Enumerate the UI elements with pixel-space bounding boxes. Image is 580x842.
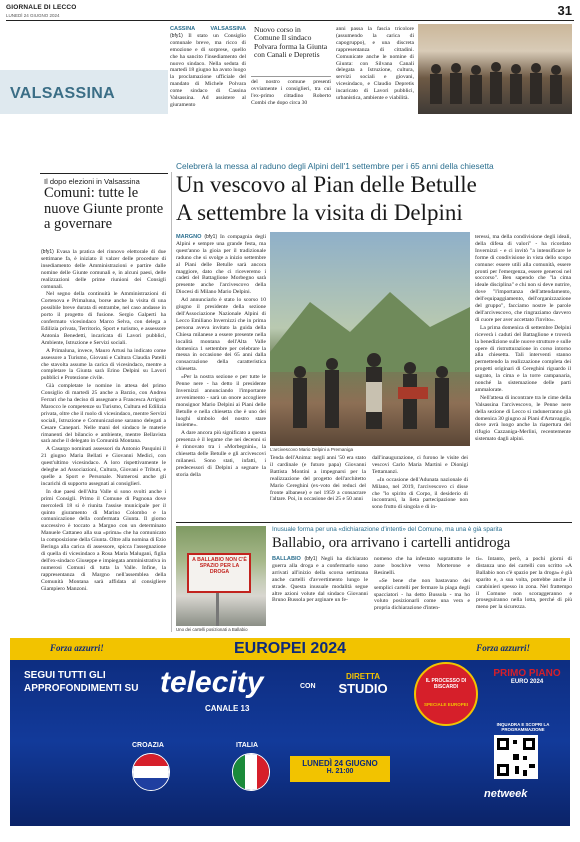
column-divider (171, 172, 172, 632)
page-number: 31 (557, 3, 572, 18)
main-article-col1 (176, 234, 266, 518)
main-article-col1-p4: A dare ancora più significato a questa presenza è il legame che nei decenni si è rinnovato tra i «Morbegnini», la chiesetta delle Betulle e gli arcivescovi milanesi. Sono stati, infatti, i predecessori di Delpini a segnare la storia della (176, 430, 266, 478)
left-article-para-4: Già completate le nomine in attesa del primo Consiglio di martedì 25 anche a Barzio, con Andrea Ferrari che ha deciso di assegnare a Francesca Arrigoni Marocco le competenze su Turismo, Cultura ed Edilizia privata, oltre che il ruolo di vicesindaco, mentre Servizi sociali, Istruzione e Comunicazione saranno delegati a Cesare Canepari. Nelle mani del sindaco le materie rimanenti del bilancio e ambiente, mentre Bellavista sarà anche il delegato in Comunità Montana. (41, 383, 166, 445)
alpini-crowd-illustration (270, 232, 470, 446)
left-article-para-1: Evasa la pratica del rinnovo elettorale di due settimane fa, è iniziato il valzer delle procedure di insediamento delle Amministrazioni e partire dalle nomine delle Giunte comunali e, in alcuni paesi, delle realizzazioni delle prime riunioni dei Consigli comunali. (41, 249, 166, 290)
left-article-headline: Comuni: tutte le nuove Giunte pronte a governare (44, 185, 164, 232)
top-article-col3: anni passa la fascia tricolore (assumendo la carica di capogruppo), e una discreta rappresentanza di cittadini. Comunicate anche le nomine di Giunta: con Silvana Canali delegata a Istruzione, cultura, servizi sociali e giovani, vicesindaco, e Claudio Depretis incaricato di Lavori pubblici, urbanistica, ambiente e viabilità. (336, 26, 414, 102)
ad-title: EUROPEI 2024 (233, 640, 347, 657)
main-article-col4-p3: Nell'attesa di incontrare tra le cime della Valsassina l'arcivescovo, le Penne nere della sezione di Lecco si radunerranno già domenica 30 giugno ai Piani d'Artavaggio, dove avrà luogo anche la riapertura del rifugio Cazzaniga-Merlini, recentemente sistemato dagli alpini. (475, 394, 571, 443)
left-article-body (41, 249, 166, 631)
top-article-text-2: del nostro comune presenti ovviamente i consiglieri, tra cui l'ex-primo cittadino Roberto Combi che dopo circa 30 (251, 79, 331, 106)
match-time: H. 21:00 (326, 768, 354, 775)
team-left-label: CROAZIA (132, 742, 164, 749)
top-article-col2 (251, 24, 331, 114)
croatia-flag-icon (132, 753, 170, 791)
primo-piano-logo (488, 668, 566, 685)
left-article-para-5: A Casargo nominati assessori da Antonio Pasquini il 21 giugno Maria Bellati e Giovanni Medici, con quest'ultimo vicesindaco. A loro rispettivamente le deleghe ad Associazioni, Cultura, Giovani e Tributi, e quelle a Sport e Personale. Numerosi anche gli incarichi di supporto assegnati ai consiglieri. (41, 446, 166, 487)
match-date: LUNEDÌ 24 GIUGNO (302, 759, 378, 768)
main-article-col1-p3: «Per la nostra sezione e per tutte le Penne nere - ha detto il presidente Invernizzi annunciando l'importante avvenimento - sarà un onore accogliere monsignor Mario Delpini ai Piani delle Betulle e nella chiesetta che è uno dei luoghi simbolo del nostro stare insieme». (176, 374, 266, 429)
main-article-col2: Tenda dell'Anima: negli anni '50 era stato il cardinale (e futuro papa) Giovanni Battista Montini a impegnarsi per la realizzazione del progetto dell'architetto Mario Cereghini (ex-voto dei reduci del fronte albanese) e nel 1959 a consacrare l'altare. Poi, in occasione dei 25 e 50 anni (270, 455, 366, 503)
main-article-col3-p1: dall'inaugurazione, ci furono le visite dei vescovi Carlo Maria Martini e Dionigi Tettamanzi. (372, 455, 468, 475)
delpini-photo-caption: L'arcivescovo Mario Delpini a Premaniga (270, 447, 354, 452)
bottom-article-col1 (272, 556, 368, 632)
ballabio-photo-caption: Uno dei cartelli posizionati a Ballabio (176, 627, 248, 632)
bottom-article-headline: Ballabio, ora arrivano i cartelli antidroga (272, 535, 511, 551)
studio-label: STUDIO (338, 681, 388, 696)
team-right-label: ITALIA (236, 742, 259, 749)
telecity-channel: CANALE 13 (205, 704, 250, 713)
main-article-byline: (bfy1) (204, 234, 218, 240)
diretta-studio-logo (328, 672, 398, 702)
bottom-article-col2 (374, 556, 470, 632)
ad-forza-left: Forza azzurri! (50, 643, 104, 653)
left-article-kicker: Il dopo elezioni in Valsassina (44, 177, 140, 186)
giunta-group-photo (418, 24, 572, 114)
left-article-para-6: In due paesi dell'Alta Valle si sono svolti anche i primi Consigli. Primo il Comune di Pagnona dove mercoledì 18 si è riunita l'assise municipale per il quinto giuramento di Marino Colombo e la comunicazione della confermata Giunta. Il giorno successivo è toccato a Margno con un determinato Manuele Cattaneo alla sua «prima» che ha comunicato la composizione della Giunta. Oltre alla nomina di Ezio Beringa alla carica di assessore, spicca l'assegnazione di quella di vicesindaco a Rosa Maria Malugani, figlia dell'ex-sindaco Giuseppe e impiegata amministrativa in numerosi Comuni di tutta la Valle. Infine, la rappresentanza di Margno nell'assemblea della Comunità Montana sarà affidata al consigliere Giampiero Manzoni. (41, 488, 166, 592)
main-article-kicker: MARGNO (176, 234, 202, 240)
left-article-para-2: Nel segno della continuità le Amministrazioni di Cortenova e Primaluna, borse anche la visita di una possibile breve durata di entrambe, nel caso andasse in porto il progetto di fusione. Sergio Galperti ha confermato vicesindaco Marco Selva, con delega a Edilizia privata, Territorio, Sport e turismo, e assessore Antonia Benedetti, incaricata di Lavori pubblici, Ambiente, Istruzione e Servizi sociali. (41, 291, 166, 346)
issue-date: LUNEDÌ 24 GIUGNO 2024 (6, 13, 60, 18)
left-article-para-3: A Primaluna, invece, Mauro Artusi ha indicato come assessore a Turismo, Giovani e Cultura Claudia Patelli che stavolta assume la carica di vicesindaco, mentre a completare la Giunta sarà Erino Delpini su Lavori pubblici e Protezione civile. (41, 347, 166, 382)
main-article-col4 (475, 234, 571, 518)
top-article-col1 (170, 26, 246, 114)
processo-biscardi-sub: SPECIALE EUROPEI (423, 702, 468, 707)
telecity-logo: telecity (160, 666, 264, 699)
main-article-col1-p1: In compagnia degli Alpini e sempre una grande festa, ma quest'anno la gioia per il tradizionale raduno che si svolge a inizio settembre al Piani delle Betulle sarà ancora maggiore, dato che ci riceveremo i cadeti del Battaglione Morbegno sarà presente anche l'arcivescovo della Diocesi di Milano Mario Delpini. (176, 234, 266, 296)
top-article-inner-headline: Nuovo corso in Comune Il sindaco Polvara forma la Giunta con Canali e Depretis (251, 24, 331, 77)
ad-forza-right: Forza azzurri! (476, 643, 530, 653)
bottom-article-byline: (bfy1) (304, 556, 318, 562)
ad-con-label: CON (300, 683, 316, 690)
main-article-col4-p1: teressi, ma della condivisione degli ideali, della difesa di valori" - ha ricordato Invernizzi - e ci invitò "a intensificare le forme di condivisione in vista dello scopo comune: essere utili alla comunità, essere pronti per l'emergenza, essere generosi nel soccorso". Ben sapendo che "la cima ideale disciplina" e chi non si deve nutrire, dove "l'importanza dell'attendamento, dell'equipaggiamento, dell'organizzazione del gruppo", facciamo nostre le parole dell'arcivescovo, che ringraziamo davvero di cuore per aver accettato l'invito». (475, 234, 571, 323)
bottom-article-col2-p2: «Se bene che non bastavano dei semplici cartelli per fermare la piaga degli spacciatori - ha detto Bussola - ma ho voluto posizionarli come una vera e propria dichiarazione d'inten- (374, 577, 470, 612)
processo-biscardi-badge (414, 662, 478, 726)
processo-biscardi-label: IL PROCESSO DI BISCARDI (425, 678, 467, 690)
main-article-col4-p2: La prima domenica di settembre Delpini riceverà i caduti del Battaglione e troverà la benedizione sulle nuove strutture e sulle opere di ristrutturazione in corso intorno alla chiesetta. Tali interventi stanno permettendo la realizzazione completa dei progetti originari di Cereghini riguardo il sagrato, la cima e la torre campanaria, nonché la sistemazione delle parti ammalorate. (475, 324, 571, 393)
left-article-rule (40, 173, 168, 174)
top-article-byline: (bfy1) (170, 32, 183, 39)
main-article-headline-2: A settembre la visita di Delpini (176, 200, 463, 225)
qr-code-icon[interactable] (494, 735, 538, 779)
main-article-col1-p2: Ad annunciarlo è stato lo scorso 10 giugno il presidente della sezione dell'Associazione Nazionale Alpini di Lecco Emiliano Invernizzi che in prima persona aveva invitato la guida della Chiesa milanese a essere presente nella località montana dell'Alta Valle domenica 1 settembre per celebrare la messa in occasione dei 65 anni dalla consacrazione della caratteristica chiesetta. (176, 297, 266, 373)
match-date-box (290, 756, 390, 782)
main-article-overline: Celebrerà la messa al raduno degli Alpini dell'1 settembre per i 65 anni della chiesetta (176, 161, 494, 171)
delpini-photo (270, 232, 470, 446)
main-article-headline-1: Un vescovo al Pian delle Betulle (176, 172, 477, 197)
bottom-article-col1-text: Negli ha dichiarato guerra alla droga e a confermarlo sono arrivati all'inizio della scorsa settimana anche cartelli d'avvertimento lungo le strade. Questa inusuale modalità segue altre azioni volute dal sindaco Giovanni Bruno Bussola per arginare un fe- (272, 556, 368, 604)
primo-piano-sub: EURO 2024 (510, 679, 544, 685)
bottom-article-overline: Inusuale forma per una «dichiarazione d'intenti» del Comune, ma una è già sparita (272, 526, 503, 533)
bottom-article-col2-p1: nomeno che ha infestato soprattutto le zone boschive verso Morterone e Resinelli. (374, 556, 470, 576)
bottom-article-kicker: BALLABIO (272, 556, 301, 562)
main-article-col3-p2: «In occasione dell'Adunata nazionale di Milano, nel 2019, l'arcivescovo ci disse che "lo spirito di Corpo, il desiderio di incontrarsi, la lieta partecipazione non sono frutto di singola e di in- (372, 476, 468, 511)
qr-pattern (494, 735, 538, 779)
qr-caption: INQUADRA E SCOPRI LA PROGRAMMAZIONE (496, 722, 550, 732)
bottom-article-col3: ti». Intanto, però, a pochi giorni di distanza uno dei cartelli con scritto «A Ballabio non c'è spazio per la droga» è già sparito e, a sua volta, potrebbe anche il carabinieri spesso in zona. Nel frattempo il Comune non scoraggeranno e proseguiranno nella lotta, perché di più meno per la sicurezza. (476, 556, 572, 611)
main-article-col3 (372, 455, 468, 518)
header-rule (6, 20, 574, 21)
italy-flag-icon (232, 753, 270, 791)
antidrug-sign-text: A BALLABIO NON C'È SPAZIO PER LA DROGA (192, 557, 247, 575)
top-article-kicker: CASSINA VALSASSINA (170, 26, 246, 32)
ballabio-sign-photo (176, 526, 266, 626)
left-article-byline: (bfy1) (41, 249, 54, 255)
netweek-logo: netweek (484, 788, 528, 800)
ad-tagline-2: APPROFONDIMENTI SU (24, 683, 139, 694)
ad-tagline-1: SEGUI TUTTI GLI (24, 670, 106, 681)
newspaper-logo: GIORNALE DI LECCO (6, 4, 77, 11)
section-title: VALSASSINA (10, 85, 115, 102)
group-people-illustration (418, 24, 572, 114)
diretta-label: DIRETTA (345, 672, 381, 681)
europei-advertisement[interactable] (10, 638, 570, 826)
primo-piano-label: PRIMO PIANO (493, 668, 561, 679)
antidrug-sign-illustration (176, 526, 266, 626)
top-article-text-1: Il stato un Consiglio comunale breve, ma ricco di emozione e di sorprese, quello che ha sancito l'insediamento del nuovo sindaco. Nella seduta di martedì 18 giugno ha avuto luogo la proclamazione ufficiale del mandato di Michele Polvara come sindaco di Cassina Valsassina. Ad assistere al giuramento (170, 32, 246, 108)
bottom-article-rule (176, 522, 572, 523)
